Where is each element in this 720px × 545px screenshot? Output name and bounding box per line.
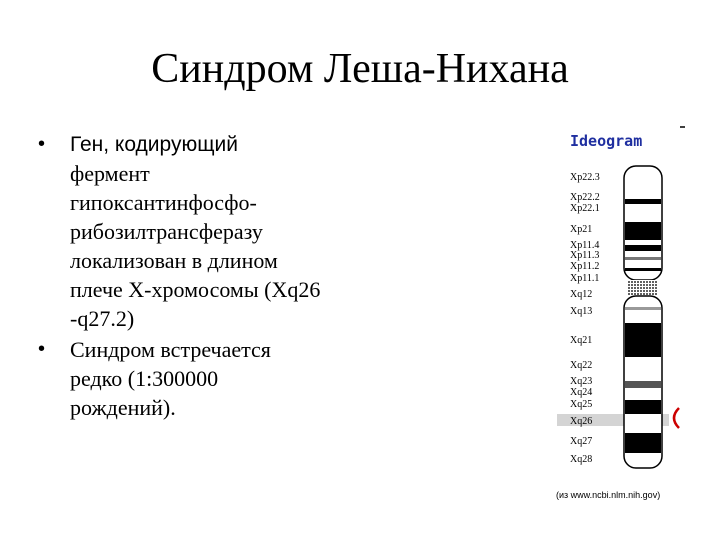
band-label: Xp22.1: [570, 203, 600, 214]
band-xp21: [625, 222, 661, 240]
band-label: Xq21: [570, 335, 593, 346]
bullet-line: гипоксантинфосфо-: [70, 190, 257, 215]
band-label: Xq22: [570, 360, 593, 371]
band-xq23: [625, 381, 661, 388]
ideogram-heading: Ideogram: [570, 132, 643, 150]
bullet-marker: •: [38, 338, 46, 360]
band-label: Xq24: [570, 387, 593, 398]
band-label: Xq25: [570, 399, 593, 410]
band-label: Xp22.2: [570, 192, 600, 203]
bullet-line: Ген, кодирующий: [70, 133, 238, 156]
band-label: Xq23: [570, 376, 593, 387]
slide-title: Синдром Леша-Нихана: [151, 46, 569, 92]
bullet-line: локализован в длином: [70, 248, 278, 273]
p-arm: [624, 166, 662, 280]
bullet-line: плече X-хромосомы (Xq26: [70, 277, 321, 302]
band-label: Xp21: [570, 224, 593, 235]
band-xp11-3: [625, 257, 661, 260]
bullet-line: рождений).: [70, 395, 176, 420]
band-label: Xp11.4: [570, 240, 600, 251]
band-xq25: [625, 400, 661, 414]
bullet-line: фермент: [70, 161, 150, 186]
band-label: Xp11.1: [570, 273, 600, 284]
band-label: Xp22.3: [570, 172, 600, 183]
band-label: Xp11.3: [570, 250, 600, 261]
band-xq12: [625, 307, 661, 310]
region-bracket-icon: [674, 408, 679, 428]
band-xq27: [625, 433, 661, 453]
band-xp22-2: [625, 199, 661, 204]
band-label: Xq27: [570, 436, 593, 447]
centromere: [628, 280, 658, 296]
bullet-line: -q27.2): [70, 306, 135, 331]
band-label: Xq13: [570, 306, 593, 317]
bullet-line: рибозилтрансферазу: [70, 219, 263, 244]
bullet-line: Синдром встречается: [70, 337, 271, 362]
band-label: Xq12: [570, 289, 593, 300]
band-xp11-2: [625, 268, 661, 271]
bullet-line: редко (1:300000: [70, 366, 219, 391]
bullet-marker: •: [38, 133, 46, 155]
band-label: Xp11.2: [570, 261, 600, 272]
band-label: Xq26: [570, 416, 593, 427]
source-credit: (из www.ncbi.nlm.nih.gov): [556, 490, 661, 500]
band-xq21: [625, 323, 661, 357]
q-arm: [624, 296, 662, 468]
band-label: Xq28: [570, 454, 593, 465]
band-xp11-4: [625, 245, 661, 251]
